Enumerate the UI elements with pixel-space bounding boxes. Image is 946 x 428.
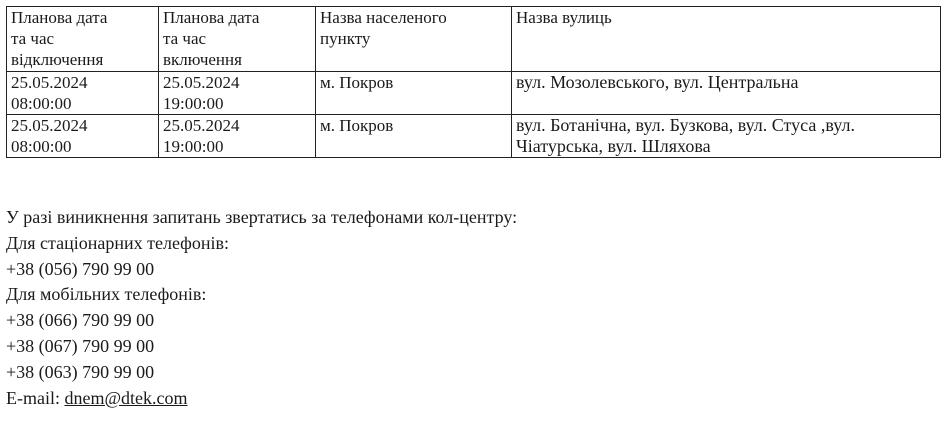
table-header-row — [7, 7, 941, 72]
header-settlement: Назва населеного пункту — [316, 7, 512, 72]
mobile-label: Для мобільних телефонів: — [6, 284, 207, 305]
cell-settlement: м. Покров — [316, 72, 512, 115]
contact-info — [6, 205, 517, 411]
mobile-phone: +38 (067) 790 99 00 — [6, 335, 155, 356]
table-row — [7, 72, 941, 115]
cell-streets: вул. Ботанічна, вул. Бузкова, вул. Стуса ,вул. Чіатурська, вул. Шляхова — [512, 115, 941, 158]
contact-intro: У разі виникнення запитань звертатись за телефонами кол-центру: — [6, 207, 518, 227]
cell-on-datetime: 25.05.2024 19:00:00 — [159, 72, 316, 115]
cell-on-datetime: 25.05.2024 19:00:00 — [159, 115, 316, 158]
header-planned-on: Планова дата та час включення — [159, 7, 316, 72]
outage-schedule-table — [6, 6, 941, 158]
mobile-phone: +38 (063) 790 99 00 — [6, 361, 155, 382]
cell-settlement: м. Покров — [316, 115, 512, 158]
header-streets: Назва вулиць — [512, 7, 941, 72]
header-planned-off: Планова дата та час відключення — [7, 7, 159, 72]
email-label: E-mail: — [6, 387, 65, 408]
cell-off-datetime: 25.05.2024 08:00:00 — [7, 72, 159, 115]
landline-label: Для стаціонарних телефонів: — [6, 232, 229, 253]
table-row — [7, 115, 941, 158]
mobile-phone: +38 (066) 790 99 00 — [6, 310, 155, 331]
email-link[interactable]: dnem@dtek.com — [64, 387, 188, 408]
email-line — [6, 386, 517, 412]
landline-phone: +38 (056) 790 99 00 — [6, 258, 155, 279]
cell-off-datetime: 25.05.2024 08:00:00 — [7, 115, 159, 158]
cell-streets: вул. Мозолевського, вул. Центральна — [512, 72, 941, 115]
